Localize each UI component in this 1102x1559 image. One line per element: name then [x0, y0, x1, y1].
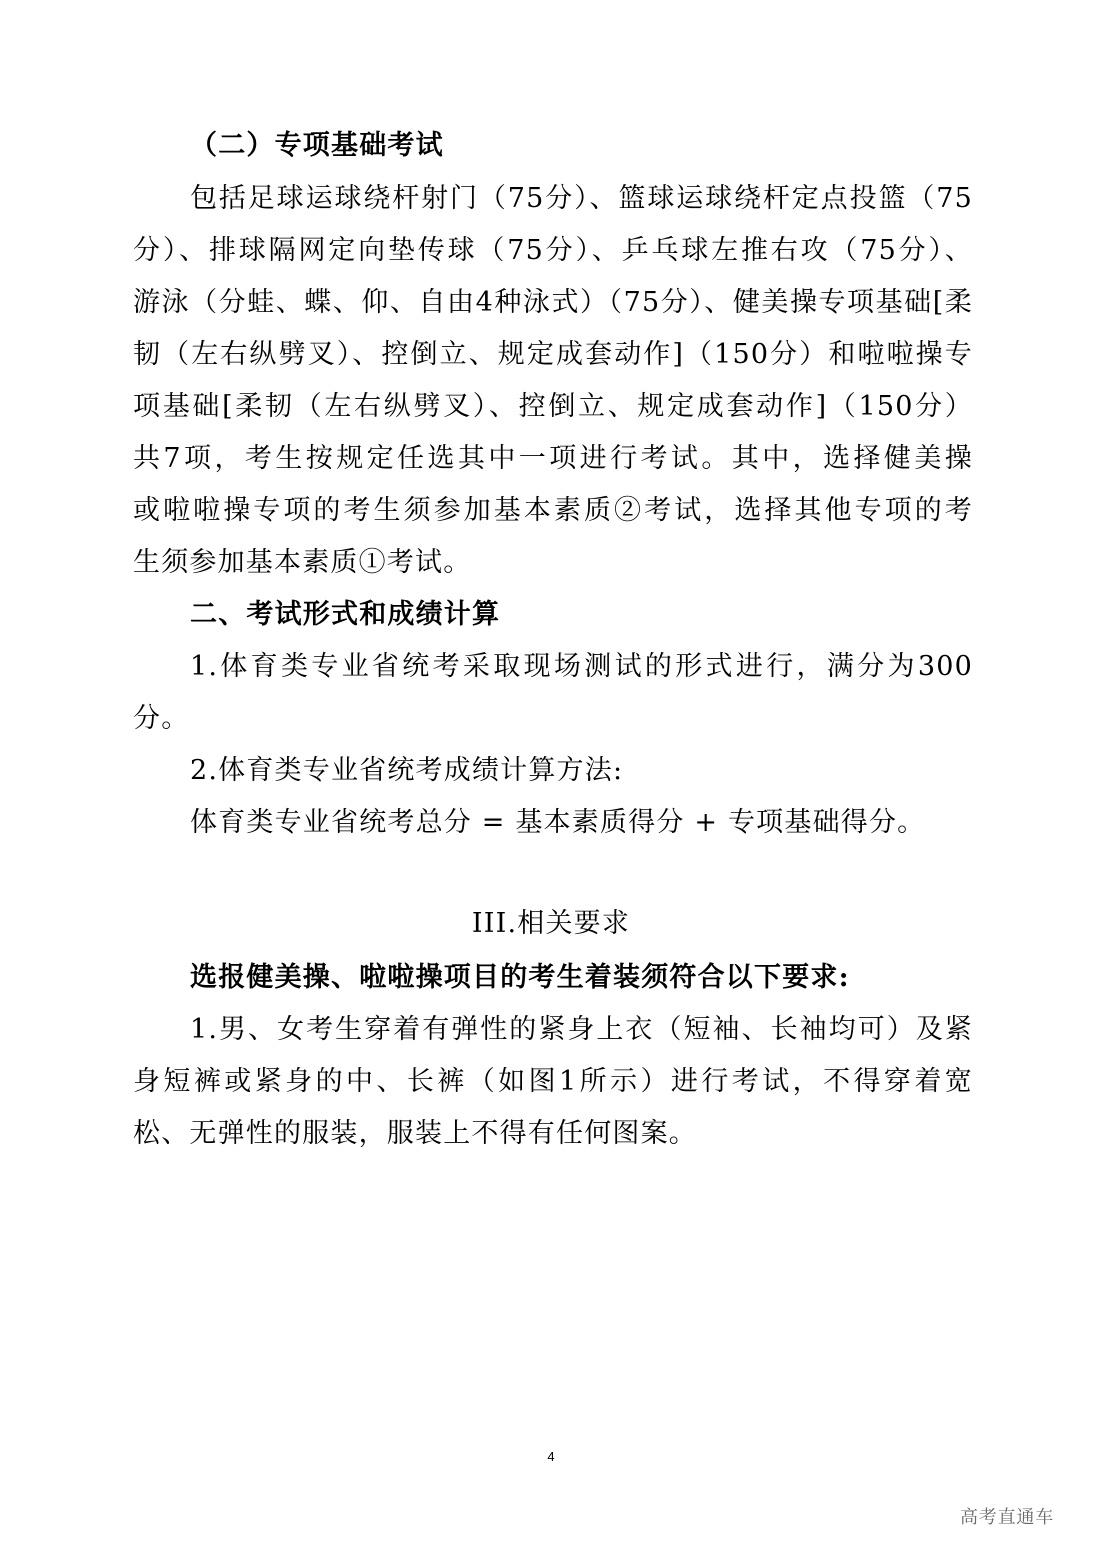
section-special-title: （二）专项基础考试	[190, 130, 444, 161]
special-paragraph-line: 项基础[柔韧（左右纵劈叉）、控倒立、规定成套动作]（150分）	[133, 391, 973, 422]
requirements-item-line: 1.男、女考生穿着有弹性的紧身上衣（短袖、长袖均可）及紧	[190, 1014, 973, 1045]
special-paragraph-line: 生须参加基本素质①考试。	[133, 547, 472, 578]
page-number: 4	[547, 1449, 555, 1464]
special-paragraph-line: 或啦啦操专项的考生须参加基本素质②考试，选择其他专项的考	[133, 495, 973, 526]
section-requirements-title: III.相关要求	[471, 908, 631, 939]
form-item-line: 1.体育类专业省统考采取现场测试的形式进行，满分为300	[190, 651, 973, 682]
score-formula: 体育类专业省统考总分 = 基本素质得分 + 专项基础得分。	[190, 807, 926, 838]
requirements-item-line: 身短裤或紧身的中、长裤（如图1所示）进行考试，不得穿着宽	[133, 1066, 973, 1097]
special-paragraph-line: 分）、排球隔网定向垫传球（75分）、乒乓球左推右攻（75分）、	[133, 235, 973, 266]
special-paragraph-line: 包括足球运球绕杆射门（75分）、篮球运球绕杆定点投篮（75	[190, 183, 973, 214]
form-item-line: 分。	[133, 703, 190, 734]
requirements-item-line: 松、无弹性的服装，服装上不得有任何图案。	[133, 1118, 697, 1149]
section-form-title: 二、考试形式和成绩计算	[190, 599, 501, 630]
special-paragraph-line: 共7项，考生按规定任选其中一项进行考试。其中，选择健美操	[133, 443, 973, 474]
requirements-subtitle: 选报健美操、啦啦操项目的考生着装须符合以下要求:	[190, 962, 850, 993]
special-paragraph-line: 游泳（分蛙、蝶、仰、自由4种泳式）（75分）、健美操专项基础[柔	[133, 287, 973, 318]
form-item-2: 2.体育类专业省统考成绩计算方法:	[190, 755, 624, 786]
watermark-text: 高考直通车	[960, 1507, 1054, 1528]
special-paragraph-line: 韧（左右纵劈叉）、控倒立、规定成套动作]（150分）和啦啦操专	[133, 339, 973, 370]
